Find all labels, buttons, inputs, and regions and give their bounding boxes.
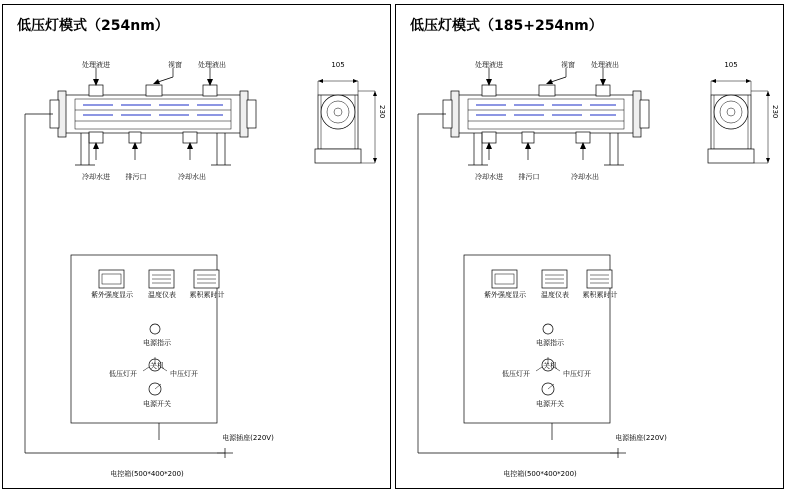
panel-title: 低压灯模式（254nm） [17, 18, 169, 34]
dim-width: 105 [724, 61, 738, 69]
label-cooling-out: 冷却水出 [571, 173, 599, 181]
label-drain: 排污口 [518, 173, 540, 181]
dim-height: 230 [378, 105, 386, 119]
socket-label: 电源插座(220V) [222, 434, 274, 442]
indicator-label: 电源指示 [143, 339, 171, 347]
panel-right [395, 4, 784, 489]
dim-height: 230 [771, 105, 779, 119]
label-sight-glass: 视窗 [168, 61, 182, 69]
power-switch-label: 电源开关 [536, 400, 564, 408]
socket-label: 电源插座(220V) [615, 434, 667, 442]
control-box-caption: 电控箱(500*400*200) [503, 470, 577, 478]
label-sight-glass: 视窗 [561, 61, 575, 69]
indicator-label: 电源指示 [536, 339, 564, 347]
switch-label-low: 低压灯开 [502, 370, 530, 378]
meter-label-uv: 紫外强度显示 [91, 291, 133, 299]
left-drawing [3, 5, 392, 490]
label-cooling-out: 冷却水出 [178, 173, 206, 181]
meter-label-uv: 紫外强度显示 [484, 291, 526, 299]
switch-label-off: 关机 [543, 362, 557, 370]
label-cooling-in: 冷却水进 [82, 173, 110, 181]
switch-label-low: 低压灯开 [109, 370, 137, 378]
label-outlet: 处理液出 [198, 61, 226, 69]
right-drawing [396, 5, 785, 490]
switch-label-off: 关机 [150, 362, 164, 370]
label-inlet: 处理液进 [475, 61, 503, 69]
label-drain: 排污口 [125, 173, 147, 181]
meter-label-hour: 累积累时计 [582, 291, 618, 299]
dim-width: 105 [331, 61, 345, 69]
panel-left [2, 4, 391, 489]
switch-label-mid: 中压灯开 [563, 370, 591, 378]
power-switch-label: 电源开关 [143, 400, 171, 408]
meter-label-hour: 累积累时计 [189, 291, 225, 299]
panel-title: 低压灯模式（185+254nm） [410, 18, 603, 34]
switch-label-mid: 中压灯开 [170, 370, 198, 378]
meter-label-temp: 温度仪表 [148, 291, 176, 299]
meter-label-temp: 温度仪表 [541, 291, 569, 299]
label-cooling-in: 冷却水进 [475, 173, 503, 181]
label-outlet: 处理液出 [591, 61, 619, 69]
label-inlet: 处理液进 [82, 61, 110, 69]
control-box-caption: 电控箱(500*400*200) [110, 470, 184, 478]
